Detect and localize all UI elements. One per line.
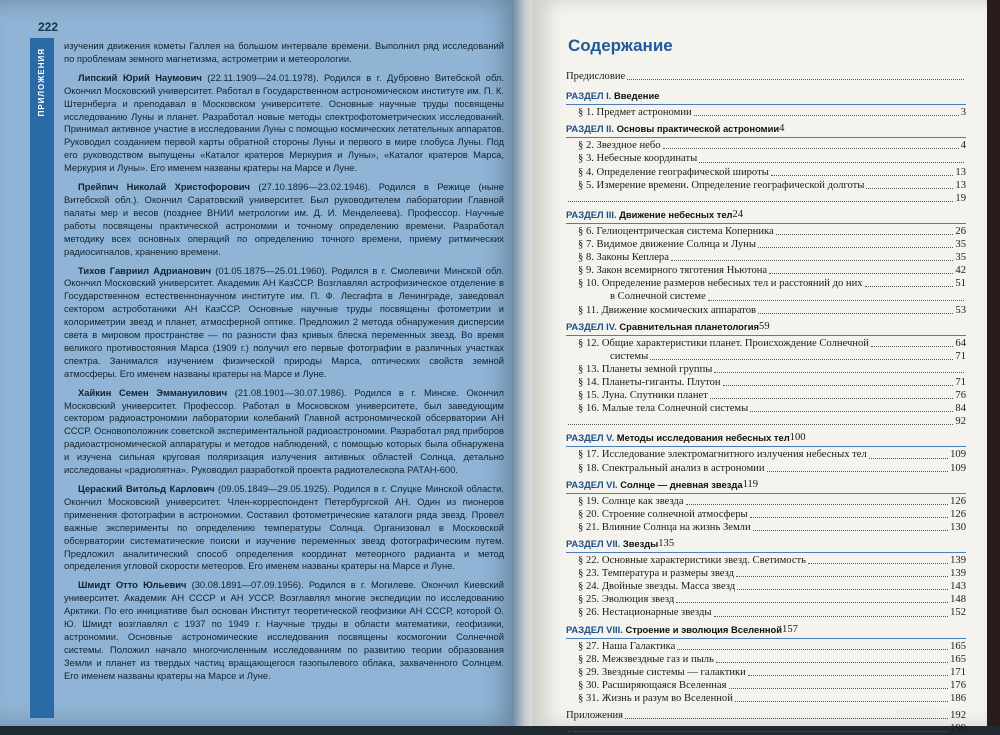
toc-item — [566, 606, 966, 619]
bio-name: Шмидт Отто Юльевич — [78, 579, 187, 591]
leader-dots — [723, 385, 954, 386]
section-number: РАЗДЕЛ II. — [566, 123, 614, 135]
toc-item — [566, 580, 966, 593]
toc-item-page: 109 — [950, 449, 966, 461]
toc-item — [566, 521, 966, 534]
toc-item-page: 59 — [759, 320, 770, 332]
toc-item — [566, 462, 966, 475]
section-title — [566, 623, 782, 636]
section-rule — [566, 335, 966, 336]
section-title — [566, 537, 658, 550]
toc-item-label: § 4. Определение географической широты — [578, 166, 769, 178]
leader-dots — [871, 346, 953, 347]
toc-section-heading — [566, 431, 966, 444]
toc-item-label: § 5. Измерение времени. Определение географической долготы — [578, 179, 865, 191]
toc-item — [566, 567, 966, 580]
toc-item — [566, 495, 966, 508]
leader-dots — [650, 359, 953, 360]
section-label: ПРИЛОЖЕНИЯ — [37, 48, 46, 117]
toc-item — [566, 238, 966, 251]
toc-item — [566, 448, 966, 461]
toc-item-page: 143 — [950, 581, 966, 593]
toc-item-page: 13 — [955, 179, 966, 191]
bio-intro: изучения движения кометы Галлея на большом интервале времени. Выполнил ряд исследований по проблемам земного магнетизма, астрометрии и метеорологии. — [64, 40, 504, 64]
bio-name: Хайкин Семен Эммануилович — [78, 386, 228, 398]
toc-preface — [566, 70, 966, 83]
toc-item — [566, 679, 966, 692]
table-of-contents — [566, 70, 966, 735]
leader-dots — [735, 701, 948, 702]
bio-entry — [64, 72, 504, 175]
bio-name: Прейпич Николай Христофорович — [78, 181, 250, 193]
section-name: Основы практической астрономии — [616, 123, 780, 135]
leader-dots — [758, 247, 953, 248]
leader-dots — [676, 602, 948, 603]
toc-item-label: в Солнечной системе — [610, 291, 706, 303]
toc-item-page: 139 — [950, 568, 966, 580]
section-number: РАЗДЕЛ IV. — [566, 320, 617, 332]
section-name: Движение небесных тел — [619, 208, 733, 220]
toc-item-page: 76 — [955, 390, 966, 402]
bio-entry — [64, 265, 504, 381]
section-title — [566, 478, 743, 491]
toc-item-page: 84 — [955, 403, 966, 415]
toc-item-page: 126 — [950, 508, 966, 520]
toc-item — [566, 692, 966, 705]
toc-item-label: системы — [610, 350, 649, 362]
toc-item-label: § 30. Расширяющаяся Вселенная — [578, 679, 727, 691]
leader-dots — [568, 731, 948, 732]
toc-item-page: 4 — [960, 140, 966, 152]
toc-item-page: 157 — [782, 623, 798, 635]
leader-dots — [694, 115, 959, 116]
leader-dots — [716, 662, 948, 663]
toc-item — [566, 363, 966, 376]
toc-item-page: 171 — [950, 666, 966, 678]
leader-dots — [714, 372, 964, 373]
leader-dots — [767, 471, 949, 472]
toc-item-page: 109 — [950, 462, 966, 474]
toc-item-label: § 9. Закон всемирного тяготения Ньютона — [578, 265, 768, 277]
toc-title: Содержание — [568, 36, 673, 55]
toc-item-label: § 28. Межзвездные газ и пыль — [578, 653, 714, 665]
section-name: Звезды — [622, 538, 659, 549]
toc-item-page: 165 — [950, 640, 966, 652]
toc-item-page: 119 — [742, 478, 759, 490]
toc-item-page: 126 — [950, 495, 966, 507]
toc-section-heading — [566, 208, 966, 221]
toc-item — [566, 402, 966, 415]
section-number: РАЗДЕЛ VIII. — [566, 623, 623, 635]
toc-item — [566, 251, 966, 264]
toc-item — [566, 666, 966, 679]
toc-item — [566, 225, 966, 238]
toc-item-label: § 26. Нестационарные звезды — [578, 607, 712, 619]
toc-item — [566, 640, 966, 653]
toc-item-page: 71 — [955, 376, 966, 388]
leader-dots — [865, 286, 954, 287]
section-name: Солнце — дневная звезда — [620, 478, 743, 490]
bio-name: Тихов Гавриил Адрианович — [78, 264, 212, 276]
leader-dots — [677, 649, 948, 650]
bio-entry — [64, 387, 504, 477]
leader-dots — [729, 688, 949, 689]
section-number: РАЗДЕЛ VII. — [566, 538, 621, 549]
section-title — [566, 431, 790, 444]
toc-item-page: 100 — [789, 432, 806, 444]
toc-item-label: Приложения — [566, 710, 624, 722]
toc-item-label: § 20. Строение солнечной атмосферы — [578, 508, 748, 520]
toc-item-label: § 23. Температура и размеры звезд — [578, 568, 734, 580]
leader-dots — [568, 201, 953, 202]
section-rule — [566, 446, 966, 447]
leader-dots — [808, 563, 948, 564]
bio-entry — [64, 181, 504, 258]
section-number: РАЗДЕЛ I. — [566, 90, 612, 102]
toc-item-label: § 7. Видимое движение Солнца и Луны — [578, 239, 756, 251]
toc-last — [566, 722, 966, 735]
toc-item-continuation — [566, 350, 966, 363]
bio-entry — [64, 579, 504, 682]
leader-dots — [663, 148, 959, 149]
toc-item — [566, 337, 966, 350]
leader-dots — [748, 675, 948, 676]
section-name: Методы исследования небесных тел — [616, 432, 790, 444]
bio-name: Цераский Витольд Карлович — [78, 483, 215, 494]
section-title — [566, 208, 733, 221]
toc-item — [566, 179, 966, 192]
section-name: Введение — [614, 90, 660, 102]
leader-dots — [708, 300, 964, 301]
toc-item — [566, 593, 966, 606]
bio-text: (01.05.1875—25.01.1960). Родился в г. Смолевичи Минской обл. Окончил Московский университет. Академик АН КазССР. Возглавлял астрофизическое отделение в Государственном естественнонаучном институте им. П. Ф. Лесгафта в Ленинграде, заведовал сектором астроботаники АН КазССР. Основные научные труды посвящены фотометрии и колориметрии звезд и планет, атмосферной оптике. Предложил 2 метода обнаружения дисперсии света в мировом пространстве — по разности фаз кривых блеска переменных звезд. Во время великого противостояния Марса (1909 г.) получил его первые фотографии в различных участках спектра. Занимался изучением физической природы Марса, оптических свойств земной атмосферы. Его именем названы кратеры на Марсе и Луне. — [64, 264, 504, 379]
toc-section-heading — [566, 478, 966, 491]
toc-item-label: § 12. Общие характеристики планет. Происхождение Солнечной — [578, 337, 869, 349]
toc-section-heading — [566, 537, 966, 550]
leader-dots — [699, 162, 964, 163]
bio-text: (21.08.1901—30.07.1986). Родился в г. Минске. Окончил Московский университет. Профессор. Работал в Московском университете, был заведующим сектором радиоастрономии лаборатории колебаний Главной астрономической обсерватории АН СССР. Основоположник советской экспериментальной радиоастрономии. Разработал ряд приборов радиоастрономической аппаратуры и методов наблюдений, с помощью которых была обнаружена и изучена сильная круговая поляризация излучения активных областей Солнца, детально исследованы «радиопятна». Руководил разработкой проекта радиотелескопа РАТАН-600. — [64, 386, 504, 476]
section-rule — [566, 137, 966, 138]
leader-dots — [686, 504, 949, 505]
section-title — [566, 89, 659, 102]
toc-item-label: § 29. Звездные системы — галактики — [578, 666, 746, 678]
toc-item — [566, 264, 966, 277]
toc-item-label: § 17. Исследование электромагнитного излучения небесных тел — [578, 449, 867, 461]
bio-entry — [64, 483, 504, 573]
toc-section-heading — [566, 320, 966, 333]
toc-item-page: 71 — [955, 350, 966, 362]
toc-item-page: 64 — [955, 337, 966, 349]
toc-item — [566, 554, 966, 567]
toc-tail — [566, 192, 966, 205]
toc-item-page: 139 — [950, 555, 966, 567]
toc-item-label: § 24. Двойные звезды. Масса звезд — [578, 581, 736, 593]
section-rule — [566, 638, 966, 639]
toc-item-page: 53 — [955, 304, 966, 316]
toc-item — [566, 277, 966, 290]
bio-text: (22.11.1909—24.01.1978). Родился в г. Дубровно Витебской обл. Окончил Московский университет. Работал в Государственном астрономическом институте им. П. К. Штернберга и преподавал в Московском университете. Основные научные труды посвящены исследованию Луны и планет. Разработал новые методы спектрофотометрических исследований. Принимал активное участие в исследовании Луны с помощью космических летательных аппаратов. Руководил созданием первой карты обратной стороны Луны и первого в мире глобуса Луны. Под его руководством выпущены «Каталог кратеров Меркурия и Луны», «Каталог кратеров Марса, Меркурия и Луны». Его именем названы кратеры на Марсе и Луне. — [64, 71, 504, 174]
leader-dots — [869, 458, 948, 459]
toc-item-label: § 10. Определение размеров небесных тел и расстояний до них — [578, 278, 863, 290]
toc-item-page: 24 — [732, 208, 744, 220]
toc-item-page: 130 — [950, 521, 966, 533]
section-rule — [566, 223, 966, 224]
toc-item-label: § 27. Наша Галактика — [578, 640, 676, 652]
toc-item — [566, 508, 966, 521]
leader-dots — [714, 616, 949, 617]
toc-item-page: 92 — [955, 416, 966, 428]
toc-sections — [566, 89, 966, 705]
leader-dots — [710, 398, 954, 399]
section-name: Сравнительная планетология — [619, 320, 760, 332]
toc-item-page: 13 — [955, 166, 966, 178]
toc-item-page: 199 — [950, 723, 966, 735]
section-name: Строение и эволюция Вселенной — [625, 623, 783, 635]
toc-item-page: 26 — [955, 225, 966, 237]
leader-dots — [866, 188, 953, 189]
toc-item-page: 51 — [955, 278, 966, 290]
toc-item-page: 165 — [950, 653, 966, 665]
toc-item-page: 3 — [960, 107, 966, 119]
section-number: РАЗДЕЛ VI. — [566, 478, 618, 490]
toc-section-heading — [566, 623, 966, 636]
leader-dots — [750, 517, 948, 518]
toc-item — [566, 106, 966, 119]
toc-item-page: 4 — [779, 123, 785, 135]
toc-section-heading — [566, 89, 966, 102]
leader-dots — [776, 234, 954, 235]
toc-item-label: § 15. Луна. Спутники планет — [578, 390, 708, 402]
toc-item-label: § 21. Влияние Солнца на жизнь Земли — [578, 521, 751, 533]
leader-dots — [753, 530, 948, 531]
page-number: 222 — [38, 20, 59, 34]
toc-item-label: § 31. Жизнь и разум во Вселенной — [578, 693, 733, 705]
section-title — [566, 320, 759, 333]
toc-item-page: 148 — [950, 594, 966, 606]
page-edge — [987, 0, 1000, 726]
toc-item-label: § 11. Движение космических аппаратов — [578, 304, 757, 316]
toc-item-label: Предисловие — [566, 71, 626, 82]
bio-name: Липский Юрий Наумович — [78, 71, 202, 83]
toc-item-label: § 2. Звездное небо — [578, 140, 661, 152]
toc-item-label: § 18. Спектральный анализ в астрономии — [578, 462, 765, 474]
toc-item-page: 186 — [950, 693, 966, 705]
toc-item-label: § 16. Малые тела Солнечной системы — [578, 403, 749, 415]
section-number: РАЗДЕЛ III. — [566, 208, 617, 220]
toc-item-label: § 14. Планеты-гиганты. Плутон — [578, 376, 721, 388]
toc-item — [566, 376, 966, 389]
sidebar-strip — [30, 38, 54, 718]
section-title — [566, 122, 779, 135]
toc-item-page: 135 — [658, 538, 675, 549]
biographies — [64, 40, 504, 689]
toc-item — [566, 304, 966, 317]
leader-dots — [625, 718, 948, 719]
section-rule — [566, 104, 966, 105]
section-rule — [566, 493, 966, 494]
bio-text: (30.08.1891—07.09.1956). Родился в г. Могилеве. Окончил Киевский университет. Академик АН СССР и АН УССР. Возглавлял многие экспедиции по исследованию Арктики. По его инициативе был основан Институт теоретической геофизики АН СССР, которой О. Ю. Шмидт возглавлял с 1937 по 1949 г. Научные труды в области математики, геофизики, астрономии. Основные астрономические исследования посвящены космогонии Солнечной системы. Положил начало многочисленным исследованиям по развитию теории образования Земли и планет из твердых частиц вращающегося газопылевого облака, захваченного Солнцем. Его именем названы кратеры на Марсе и Луне. — [64, 579, 504, 681]
toc-item-label: § 13. Планеты земной группы — [578, 363, 713, 375]
toc-item-label: § 22. Основные характеристики звезд. Светимость — [578, 555, 806, 567]
watermark: www.ay.by — [896, 706, 939, 716]
toc-section-heading — [566, 122, 966, 135]
toc-item — [566, 653, 966, 666]
toc-item-page: 42 — [955, 265, 966, 277]
toc-item — [566, 166, 966, 179]
leader-dots — [736, 576, 948, 577]
leader-dots — [627, 79, 964, 80]
toc-tail — [566, 415, 966, 428]
toc-item-label: § 6. Гелиоцентрическая система Коперника — [578, 225, 774, 237]
leader-dots — [568, 424, 953, 425]
toc-item-page: 152 — [950, 607, 966, 619]
leader-dots — [758, 313, 953, 314]
toc-item — [566, 152, 966, 165]
toc-item-page: 35 — [955, 252, 966, 264]
leader-dots — [737, 589, 948, 590]
toc-item-label: § 8. Законы Кеплера — [578, 252, 669, 264]
toc-item-page: 176 — [950, 679, 966, 691]
leader-dots — [771, 175, 954, 176]
toc-item — [566, 139, 966, 152]
toc-item-label: § 25. Эволюция звезд — [578, 594, 675, 606]
toc-item-page: 19 — [955, 192, 966, 204]
bio-text: (27.10.1896—23.02.1946). Родился в Режице (ныне Витебской обл.). Окончил Саратовский университет. Был руководителем лаборатории Главной палаты мер и весов (позднее ВНИИ метрологии им. Д. И. Менделеева). Профессор. Научные работы посвящены практической астрономии и точному определению времени. Разработал методику всех основных операций по определению точного времени, приему ритмических радиосигналов, хранению времени. — [64, 181, 504, 257]
leader-dots — [750, 411, 953, 412]
section-number: РАЗДЕЛ V. — [566, 432, 615, 444]
leader-dots — [769, 273, 953, 274]
toc-item — [566, 389, 966, 402]
toc-item-continuation — [566, 290, 966, 303]
bio-text: (09.05.1849—29.05.1925). Родился в г. Слуцке Минской области. Окончил Московский университет. Член-корреспондент Петербургской АН. Один из пионеров применения фотографии в астрономии. Составил фотометрические каталоги ряда звезд. Провел важные эксперименты по определению температуры Солнца. Организовал в Московской обсерватории систематические поиски и изучение переменных звезд фотографическим путем. Предложил аналитический способ определения координат метеорного радианта и метод определения угловой скорости метеоров. Его именем названы кратеры на Марсе и Луне. — [64, 483, 504, 572]
toc-item-page: 192 — [950, 710, 966, 722]
leader-dots — [671, 260, 953, 261]
toc-item-label: § 1. Предмет астрономии — [578, 107, 692, 119]
section-rule — [566, 552, 966, 553]
toc-item-label: § 3. Небесные координаты — [578, 153, 698, 165]
toc-item-page: 35 — [955, 239, 966, 251]
toc-item-label: § 19. Солнце как звезда — [578, 495, 684, 507]
